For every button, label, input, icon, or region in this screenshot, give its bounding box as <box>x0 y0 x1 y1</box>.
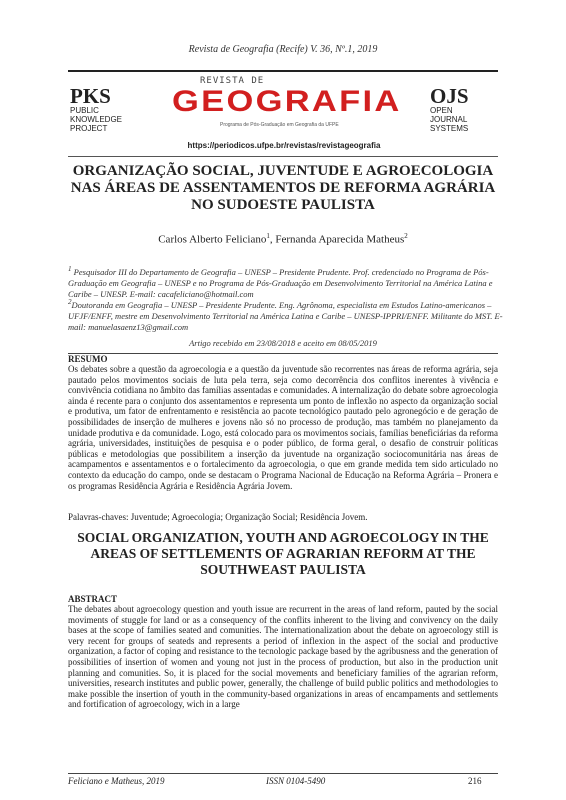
pks-line1: PUBLIC <box>70 106 99 115</box>
author-list <box>0 232 566 246</box>
affiliation-text: Doutoranda em Geografia – UNESP – Presidente Prudente. Eng. Agrônoma, especialista em Estudos Latino-americanos – UFJF/ENFF, mestre em Desenvolvimento Territorial na América Latina e Caribe – UNESP-IPPRI/ENFF. Militante do MST. E-mail: manuelasaenz13@gmail.com <box>68 299 503 332</box>
ojs-line3: SYSTEMS <box>430 124 469 133</box>
affiliation-text: Pesquisador III do Departamento de Geografia – UNESP – Presidente Prudente. Prof. credenciado no Programa de Pós-Graduação em Geografia – UNESP e no Programa de Pós-Graduação em Desenvolvimento Territorial na América Latina e Caribe – UNESP. E-mail: cacafeliciano@hotmail.com <box>68 266 493 299</box>
abstract-text: The debates about agroecology question and youth issue are recurrent in the areas of land reform, pauted by the social moviments of stuggle for land or as a consequency of the conflits inherent to the living and convivency on the daily bases at the scope of families seated and comunities. The internationalization about the debate on agroecology still is very recent for groups of seateds and represents a period of inflexion in the aspect of the social and productive organization, a factor of coping and resistance to the tecnologic package based by the agribusness and the generation of possibilities of insertion of women and young not just in the process of production, but also in the production unit planning and comunities. So, it is placed for the social movements and beneficiary families of the agrarian reform, universities, research institutes and public power, generally, the challenge of build public politics and methodologies to make possible the insertion of youth in the community-based organizations in areas of encampaments and settlements and fortification of agroecology, wich in a large <box>68 604 498 710</box>
pks-abbr: PKS <box>70 84 111 108</box>
author-separator: , <box>269 233 276 246</box>
pks-line2: KNOWLEDGE <box>70 115 123 124</box>
pks-line3: PROJECT <box>70 124 108 133</box>
keywords: Palavras-chaves: Juventude; Agroecologia; Organização Social; Residência Jovem. <box>68 512 368 522</box>
affiliation-2 <box>68 297 508 333</box>
footer-divider <box>68 773 498 774</box>
pks-logo[interactable] <box>70 86 122 133</box>
author-name: Fernanda Aparecida Matheus <box>275 233 405 246</box>
section-divider <box>68 353 498 354</box>
ojs-logo[interactable] <box>430 86 469 133</box>
author-name: Carlos Alberto Feliciano <box>158 233 267 246</box>
logo-geografia-text: GEOGRAFIA <box>172 85 402 118</box>
received-date: Artigo recebido em 23/08/2018 e aceito em 08/05/2019 <box>189 338 377 348</box>
article-title-en: SOCIAL ORGANIZATION, YOUTH AND AGROECOLOGY IN THE AREAS OF SETTLEMENTS OF AGRARIAN REFORM AT THE SOUTHWEAST PAULISTA <box>77 530 489 577</box>
journal-banner <box>68 70 498 157</box>
abstract-heading: ABSTRACT <box>68 594 118 604</box>
resumo-heading: RESUMO <box>68 354 108 364</box>
affiliation-marker: 1 <box>68 265 72 273</box>
revista-geografia-logo[interactable] <box>172 76 402 136</box>
journal-citation: Revista de Geografia (Recife) V. 36, Nº.1, 2019 <box>188 44 378 55</box>
article-title-pt: ORGANIZAÇÃO SOCIAL, JUVENTUDE E AGROECOLOGIA NAS ÁREAS DE ASSENTAMENTOS DE REFORMA AGRÁRIA NO SUDOESTE PAULISTA <box>70 163 496 213</box>
logo-revista-text: REVISTA DE <box>200 76 265 86</box>
author-footnote-marker: 1 <box>266 232 270 240</box>
footer-authors: Feliciano e Matheus, 2019 <box>68 776 165 786</box>
ojs-line1: OPEN <box>430 106 453 115</box>
affiliation-marker: 2 <box>68 298 72 306</box>
ojs-line2: JOURNAL <box>430 115 468 124</box>
resumo-text: Os debates sobre a questão da agroecologia e a questão da juventude são recorrentes nas áreas de reforma agrária, seja pautado pelos movimentos sociais de luta pela terra, seja como decorrência dos conflitos inerentes à vivência e convivência cotidiana no âmbito das famílias assentadas e comunidades. A internalização do debate sobre agroecologia ainda é recente para o conjunto dos assentamentos e representa um ponto de inflexão no aspecto da organização social e produtiva, um fator de enfrentamento e resistência ao pacote tecnológico pautado pelo agronegócio e de geração de possibilidades de inserção de mulheres e jovens não só no processo de produção, mas também no planejamento da unidade produtiva e da comunidade. Logo, está colocado para os movimentos sociais, famílias beneficiárias da reforma agrária, universidades, instituições de pesquisa e o poder público, de forma geral, o desafio de construir políticas públicas e metodologias que possibilitem a inserção da juventude na organização sociocomunitária nas áreas de acampamentos e assentamentos e o fortalecimento da agroecologia, o que em grande medida tem sido articulado no contexto da educação do campo, onde se destacam o Programa Nacional de Educação na Reforma Agrária – Pronera e os programas Residência Agrária e Residência Agrária Jovem. <box>68 364 498 491</box>
affiliation-1 <box>68 264 508 300</box>
logo-program-text: Programa de Pós-Graduação em Geografia da UFPE <box>220 122 339 128</box>
page-number: 216 <box>468 776 482 786</box>
ojs-abbr: OJS <box>430 84 469 108</box>
journal-url-link[interactable]: https://periodicos.ufpe.br/revistas/revistageografia <box>187 141 381 150</box>
author-footnote-marker: 2 <box>404 232 408 240</box>
footer-issn: ISSN 0104-5490 <box>266 776 326 786</box>
